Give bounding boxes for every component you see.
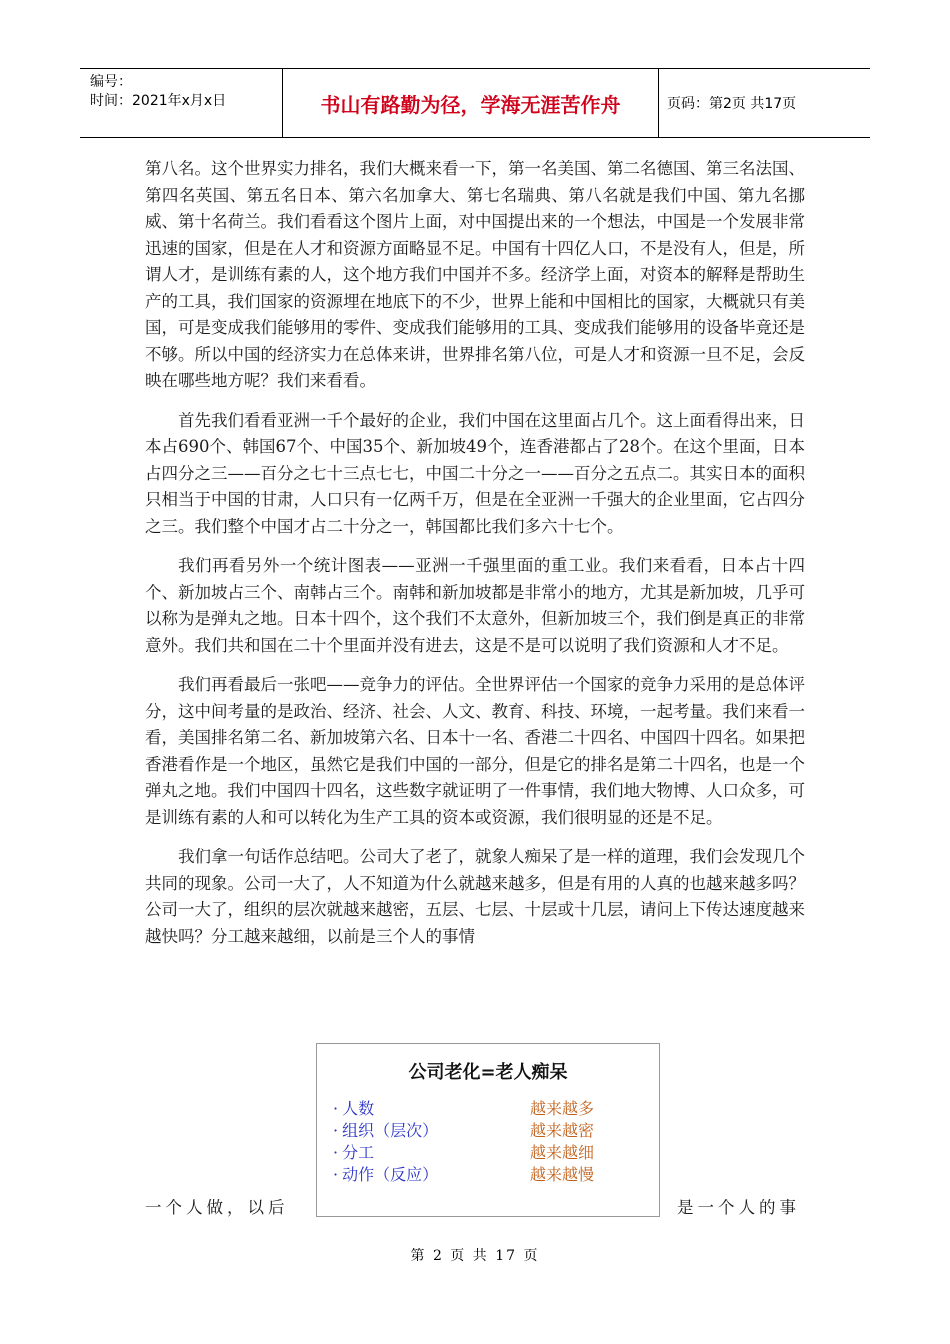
- figure-row: [333, 1164, 653, 1186]
- figure-row-label: 分工: [342, 1143, 375, 1162]
- bullet-icon: ·: [333, 1121, 339, 1140]
- figure-row: [333, 1120, 653, 1142]
- paragraph-1: 第八名。这个世界实力排名，我们大概来看一下，第一名美国、第二名德国、第三名法国、第四名英国、第五名日本、第六名加拿大、第七名瑞典、第八名就是我们中国、第九名挪威、第十名荷兰。我们看看这个图片上面，对中国提出来的一个想法，中国是一个发展非常迅速的国家，但是在人才和资源方面略显不足。中国有十四亿人口，不是没有人，但是，所谓人才，是训练有素的人，这个地方我们中国并不多。经济学上面，对资本的解释是帮助生产的工具，我们国家的资源埋在地底下的不少，世界上能和中国相比的国家，大概就只有美国，可是变成我们能够用的零件、变成我们能够用的工具、变成我们能够用的设备毕竟还是不够。所以中国的经济实力在总体来讲，世界排名第八位，可是人才和资源一旦不足，会反映在哪些地方呢？我们来看看。: [145, 159, 805, 390]
- figure-row-label: 人数: [342, 1099, 375, 1118]
- header-date: 时间：2021年x月x日: [90, 93, 227, 109]
- document-body: [145, 156, 805, 963]
- paragraph-4: 我们再看最后一张吧——竞争力的评估。全世界评估一个国家的竞争力采用的是总体评分，这中间考量的是政治、经济、社会、人文、教育、科技、环境，一起考量。我们来看一看，美国排名第二名、新加坡第六名、日本十一名、香港二十四名、中国四十四名。如果把香港看作是一个地区，虽然它是我们中国的一部分，但是它的排名是第二十四名，也是一个弹丸之地。我们中国四十四名，这些数字就证明了一件事情，我们地大物博、人口众多，可是训练有素的人和可以转化为生产工具的资本或资源，我们很明显的还是不足。: [145, 675, 805, 827]
- bullet-icon: ·: [333, 1165, 339, 1184]
- figure-row-value: 越来越密: [530, 1121, 595, 1140]
- bullet-icon: ·: [333, 1099, 339, 1118]
- paragraph-2: 首先我们看看亚洲一千个最好的企业，我们中国在这里面占几个。这上面看得出来，日本占690个、韩国67个、中国35个、新加坡49个，连香港都占了28个。在这个里面，日本占四分之三——百分之七十三点七七，中国二十分之一——百分之五点二。其实日本的面积只相当于中国的甘肃，人口只有一亿两千万，但是在全亚洲一千强大的企业里面，它占四分之三。我们整个中国才占二十分之一，韩国都比我们多六十七个。: [145, 410, 805, 536]
- aging-company-figure: [316, 1043, 660, 1217]
- figure-row-value: 越来越多: [530, 1099, 595, 1118]
- paragraph-3: 我们再看另外一个统计图表——亚洲一千强里面的重工业。我们来看看，日本占十四个、新加坡占三个、南韩占三个。南韩和新加坡都是非常小的地方，尤其是新加坡，几乎可以称为是弹丸之地。日本十四个，这个我们不太意外，但新加坡三个，我们倒是真正的非常意外。我们共和国在二十个里面并没有进去，这是不是可以说明了我们资源和人才不足。: [145, 556, 805, 655]
- page-header: [80, 68, 870, 138]
- figure-row: [333, 1142, 653, 1164]
- header-meta: [80, 69, 283, 137]
- figure-row-label: 组织（层次）: [342, 1121, 439, 1140]
- page-footer: 第 2 页 共 17 页: [410, 1248, 540, 1264]
- figure-row-value: 越来越细: [530, 1143, 595, 1162]
- figure-rows: [333, 1098, 653, 1186]
- figure-row: [333, 1098, 653, 1120]
- figure-row-value: 越来越慢: [530, 1165, 595, 1184]
- figure-row-label: 动作（反应）: [342, 1165, 439, 1184]
- trailing-text-right: 是一个人的事: [677, 1198, 800, 1217]
- header-motto: 书山有路勤为径，学海无涯苦作舟: [283, 69, 659, 137]
- header-number-label: 编号：: [90, 74, 132, 90]
- paragraph-5: 我们拿一句话作总结吧。公司大了老了，就象人痴呆了是一样的道理，我们会发现几个共同的现象。公司一大了，人不知道为什么就越来越多，但是有用的人真的也越来越多吗？公司一大了，组织的层次就越来越密，五层、七层、十层或十几层，请问上下传达速度越来越快吗？分工越来越细，以前是三个人的事情: [145, 847, 805, 946]
- bullet-icon: ·: [333, 1143, 339, 1162]
- trailing-text-left: 一个人做，以后: [145, 1198, 289, 1217]
- header-page-info: 页码：第2页 共17页: [667, 96, 797, 112]
- figure-title: 公司老化=老人痴呆: [408, 1062, 568, 1083]
